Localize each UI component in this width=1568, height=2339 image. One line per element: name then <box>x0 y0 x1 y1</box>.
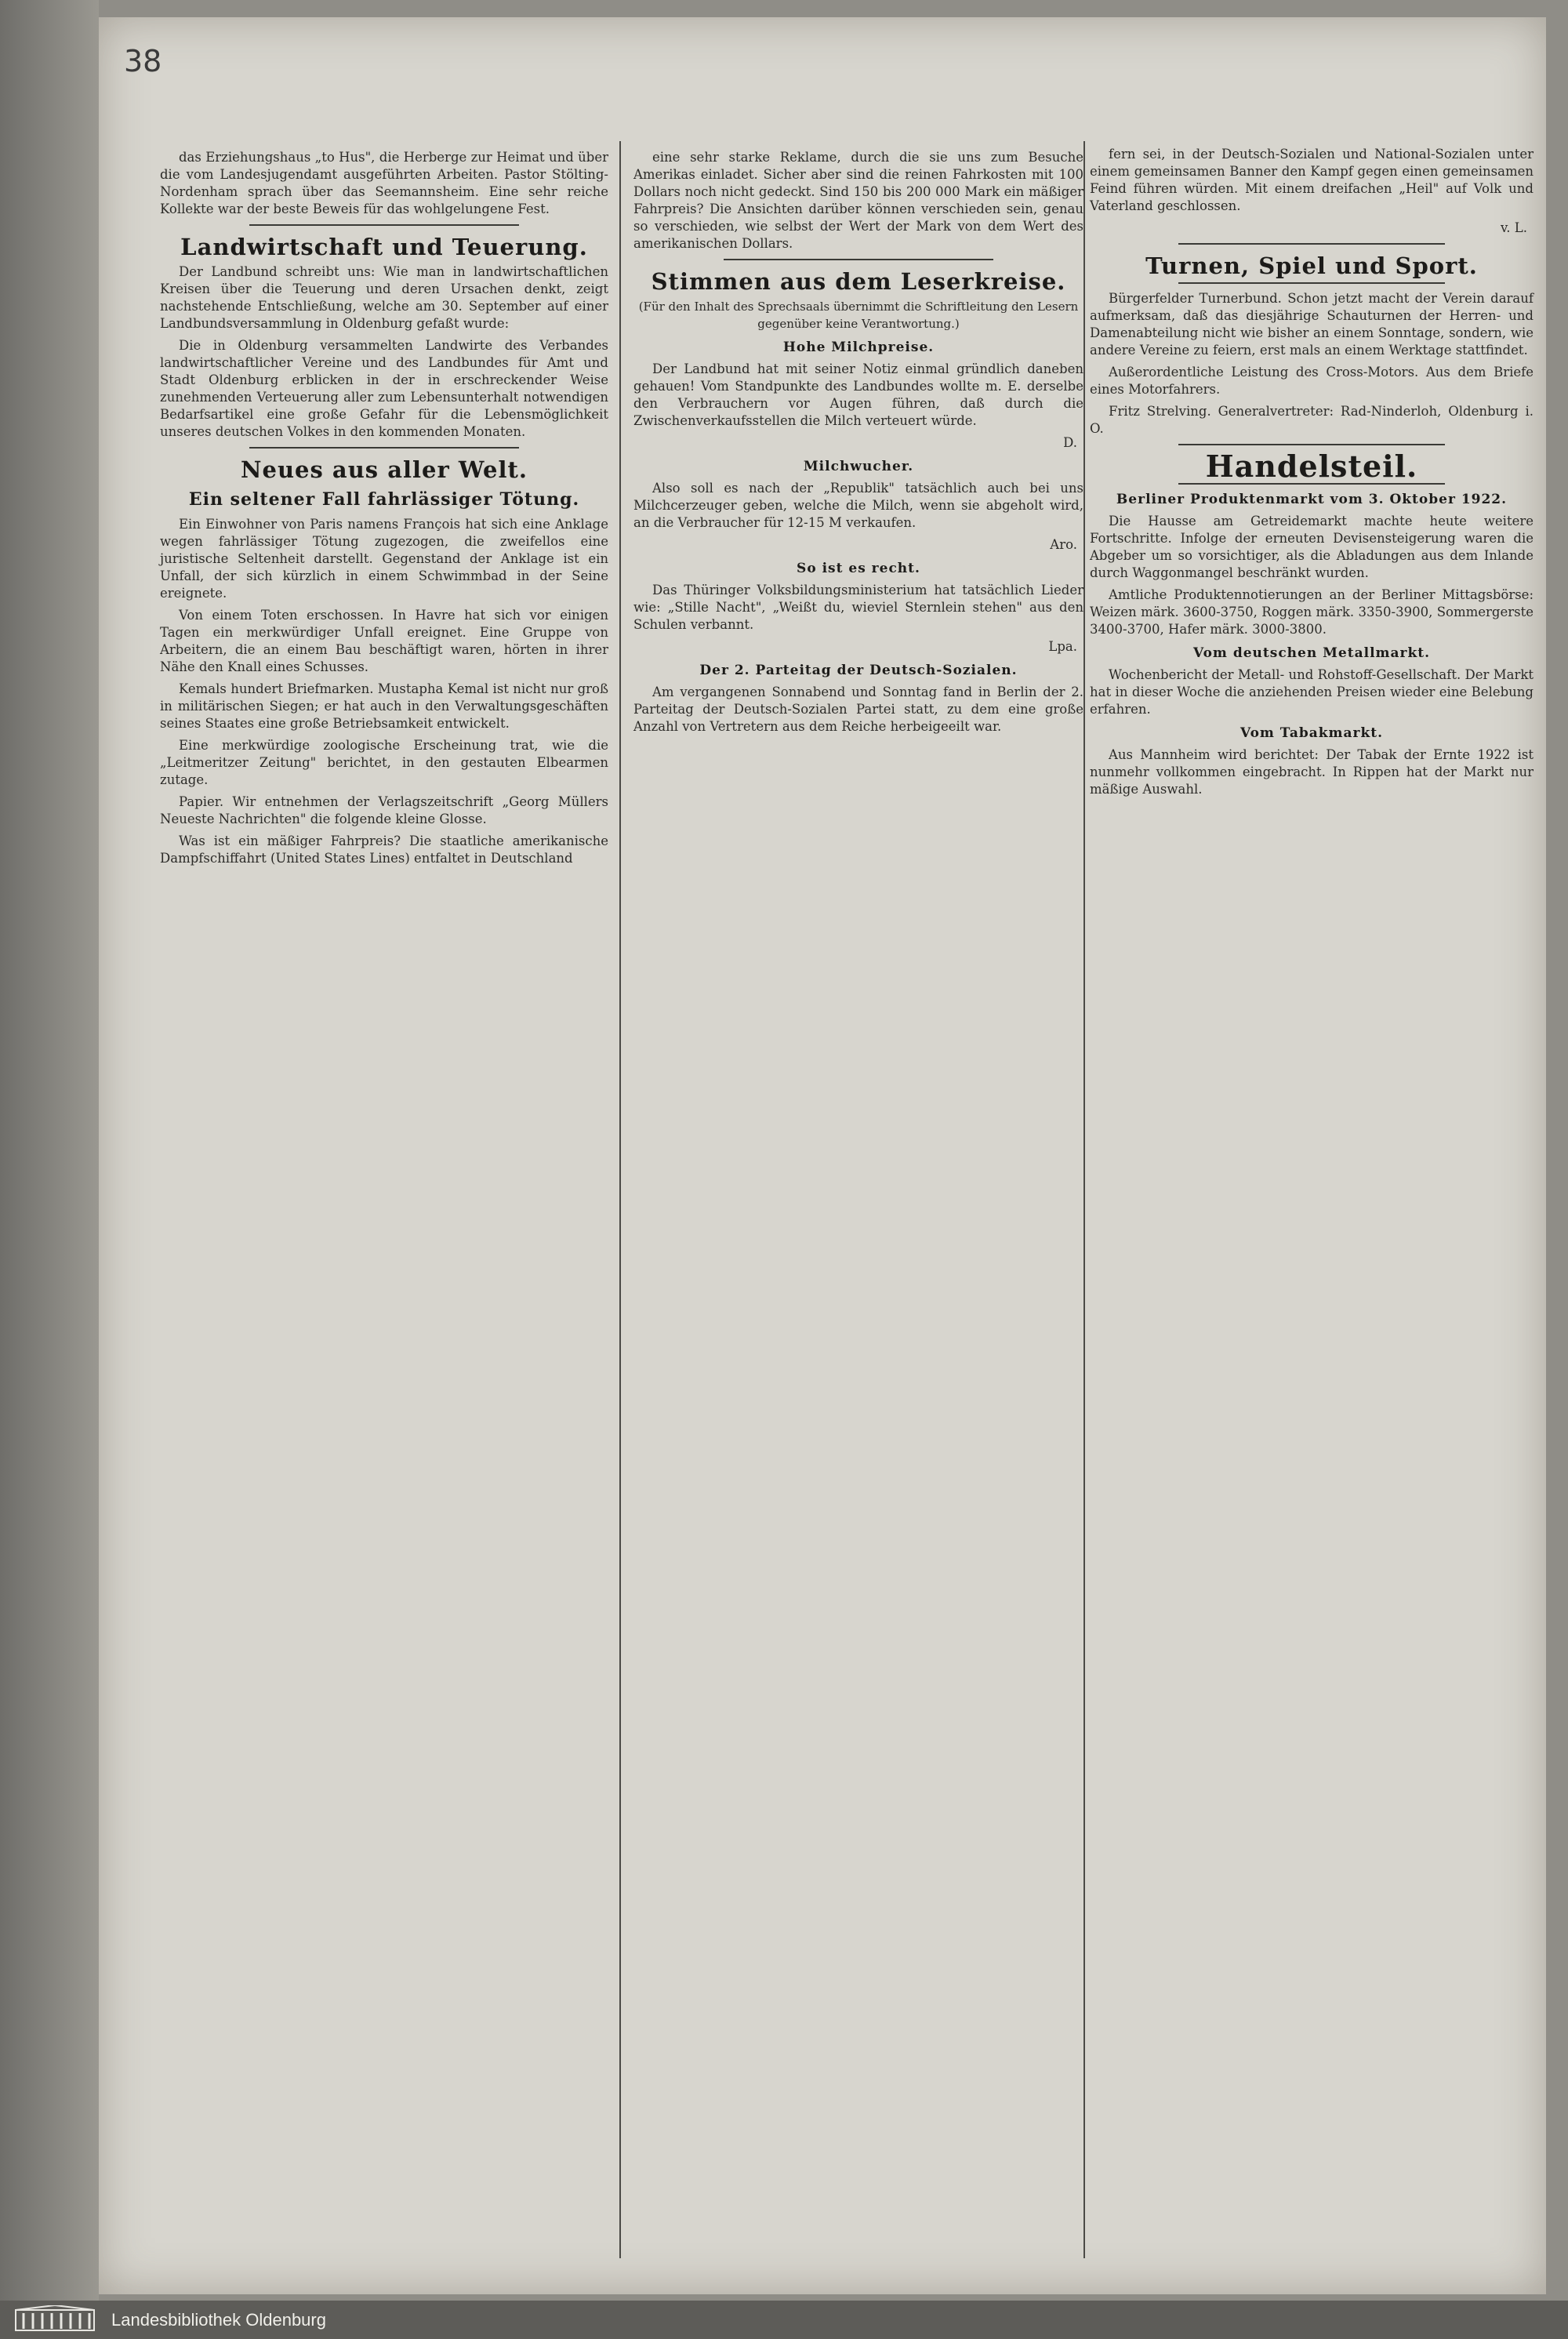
page-number: 38 <box>124 44 162 78</box>
article-text: Aus Mannheim wird berichtet: Der Tabak der Ernte 1922 ist nunmehr vollkommen eingebracht. In Rippen hat der Markt nur mäßige Auswahl. <box>1090 747 1534 797</box>
subheadline: Ein seltener Fall fahrlässiger Tötung. <box>188 489 580 510</box>
section-title: Vom deutschen Metallmarkt. <box>1192 645 1431 661</box>
article-text: Ein Einwohner von Paris namens François hat sich eine Anklage wegen fahrlässiger Tötung zugezogen, die zweifellos eine juristische Seltenheit darstellt. Gegenstand der Anklage ist ein Unfall, der sich kürzlich in einem Schwimmbad in der Seine ereignete. <box>160 517 608 601</box>
article-text: Außerordentliche Leistung des Cross-Motors. Aus dem Briefe eines Motorfahrers. <box>1090 365 1534 397</box>
section-title: Hohe Milchpreise. <box>782 340 935 355</box>
library-name: Landesbibliothek Oldenburg <box>111 2310 326 2330</box>
article-text: Papier. Wir entnehmen der Verlagszeitschrift „Georg Müllers Neueste Nachrichten" die folgende kleine Glosse. <box>160 794 608 826</box>
headline: Neues aus aller Welt. <box>240 456 528 483</box>
article-text: eine sehr starke Reklame, durch die sie uns zum Besuche Amerikas einladet. Sicher aber sind die reinen Fahrkosten mit 100 Dollars noch nicht gedeckt. Sind 150 bis 200 000 Mark ein mäßiger Fahrpreis? Die Ansichten darüber können verschieden sein, genau so verschieden, wie selbst der Wert der Mark von dem Wert des amerikanischen Dollars. <box>633 150 1083 251</box>
signature: Lpa. <box>1048 639 1077 654</box>
section-title: Milchwucher. <box>803 459 914 474</box>
article-text: Die in Oldenburg versammelten Landwirte des Verbandes landwirtschaftlicher Vereine und des Landbundes für Amt und Stadt Oldenburg erblicken in der in erschreckender Weise zunehmenden Verteuerung aller zum Lebensunterhalt notwendigen Bedarfsartikel eine große Gefahr für die Lebensmöglichkeit unseres deutschen Volkes in den kommenden Monaten. <box>160 338 608 439</box>
headline: Handelsteil. <box>1205 449 1418 484</box>
article-text: Also soll es nach der „Republik" tatsächlich auch bei uns Milchcerzeuger geben, welche die Milch, wenn sie abgeholt wird, an die Verbraucher für 12-15 M verkaufen. <box>633 481 1083 530</box>
separator <box>724 259 993 260</box>
signature: v. L. <box>1500 220 1527 235</box>
article-text: Von einem Toten erschossen. In Havre hat sich vor einigen Tagen ein merkwürdiger Unfall ereignet. Eine Gruppe von Arbeitern, die an einem Bau beschäftigt waren, hörten in ihrer Nähe den Knall eines Schusses. <box>160 608 608 674</box>
article-text: Amtliche Produktennotierungen an der Berliner Mittagsbörse: Weizen märk. 3600-3750, Roggen märk. 3350-3900, Sommergerste 3400-3700, Hafer märk. 3000-3800. <box>1090 587 1534 637</box>
column-1 <box>160 149 608 872</box>
headline: Landwirtschaft und Teuerung. <box>180 234 588 260</box>
article-text: fern sei, in der Deutsch-Sozialen und National-Sozialen unter einem gemeinsamen Banner den Kampf gegen einen gemeinsamen Feind führen würden. Mit einem dreifachen „Heil" auf Volk und Vaterland geschlossen. <box>1090 147 1534 213</box>
section-title: Berliner Produktenmarkt vom 3. Oktober 1922. <box>1116 492 1508 507</box>
article-text: Eine merkwürdige zoologische Erscheinung trat, wie die „Leitmeritzer Zeitung" berichtet, in den gestauten Elbearmen zutage. <box>160 738 608 787</box>
separator <box>1178 243 1445 245</box>
column-2 <box>633 149 1083 740</box>
column-3 <box>1090 146 1534 803</box>
column-rule <box>619 141 621 2258</box>
headline: Turnen, Spiel und Sport. <box>1145 252 1478 279</box>
separator <box>1178 282 1445 284</box>
article-text: Die Hausse am Getreidemarkt machte heute weitere Fortschritte. Infolge der erneuten Devisensteigerung waren die Abgeber um so vorsichtiger, als die Abladungen aus dem Inlande durch Waggonmangel beschränkt wurden. <box>1090 514 1534 580</box>
column-rule <box>1083 141 1085 2258</box>
signature: D. <box>1063 435 1077 450</box>
signature: Aro. <box>1050 537 1077 552</box>
section-title: Vom Tabakmarkt. <box>1240 725 1384 741</box>
article-text: Bürgerfelder Turnerbund. Schon jetzt macht der Verein darauf aufmerksam, daß das diesjährige Schauturnen der Herren- und Damenabteilung nicht wie bisher an einem Sonntage, sondern, wie andere Vereine zu feiern, erst mals an einem Werktage stattfindet. <box>1090 291 1534 358</box>
headline: Stimmen aus dem Leserkreise. <box>651 268 1066 295</box>
article-text: das Erziehungshaus „to Hus", die Herberge zur Heimat und über die vom Landesjugendamt ausgeführten Arbeiten. Pastor Stölting-Nordenham sprach über das Seemannsheim. Eine sehr reiche Kollekte war der beste Beweis für das wohlgelungene Fest. <box>160 150 608 216</box>
separator <box>249 224 518 226</box>
article-text: Wochenbericht der Metall- und Rohstoff-Gesellschaft. Der Markt hat in dieser Woche die anziehenden Preisen wieder eine Belebung erfahren. <box>1090 667 1534 717</box>
article-text: Der Landbund schreibt uns: Wie man in landwirtschaftlichen Kreisen über die Teuerung und deren Ursachen denkt, zeigt nachstehende Entschließung, welche am 30. September auf einer Landbundsversammlung in Oldenburg gefaßt wurde: <box>160 264 608 331</box>
article-text: Am vergangenen Sonnabend und Sonntag fand in Berlin der 2. Parteitag der Deutsch-Sozialen Partei statt, zu dem eine große Anzahl von Vertretern aus dem Reiche herbeigeeilt war. <box>633 685 1083 734</box>
editorial-note: (Für den Inhalt des Sprechsaals übernimmt die Schriftleitung den Lesern gegenüber keine Verantwortung.) <box>638 300 1079 331</box>
section-title: Der 2. Parteitag der Deutsch-Sozialen. <box>699 663 1018 678</box>
scan-edge <box>0 0 99 2339</box>
separator <box>1178 444 1445 445</box>
section-title: So ist es recht. <box>797 561 920 576</box>
article-text: Das Thüringer Volksbildungsministerium hat tatsächlich Lieder wie: „Stille Nacht", „Weißt du, wieviel Sternlein stehen" aus den Schulen verbannt. <box>633 583 1083 632</box>
library-building-icon <box>13 2305 99 2334</box>
article-text: Was ist ein mäßiger Fahrpreis? Die staatliche amerikanische Dampfschiffahrt (United States Lines) entfaltet in Deutschland <box>160 834 608 866</box>
separator <box>249 447 518 449</box>
article-text: Fritz Strelving. Generalvertreter: Rad-Ninderloh, Oldenburg i. O. <box>1090 404 1534 436</box>
article-text: Kemals hundert Briefmarken. Mustapha Kemal ist nicht nur groß in militärischen Siegen; er hat auch in den Verwaltungsgeschäften seines Staates eine große Betriebsamkeit entwickelt. <box>160 681 608 731</box>
article-text: Der Landbund hat mit seiner Notiz einmal gründlich daneben gehauen! Vom Standpunkte des Landbundes wollte m. E. derselbe den Verbrauchern vor Augen führen, daß durch die Zwischenverkaufsstellen die Milch verteuert würde. <box>633 361 1083 428</box>
